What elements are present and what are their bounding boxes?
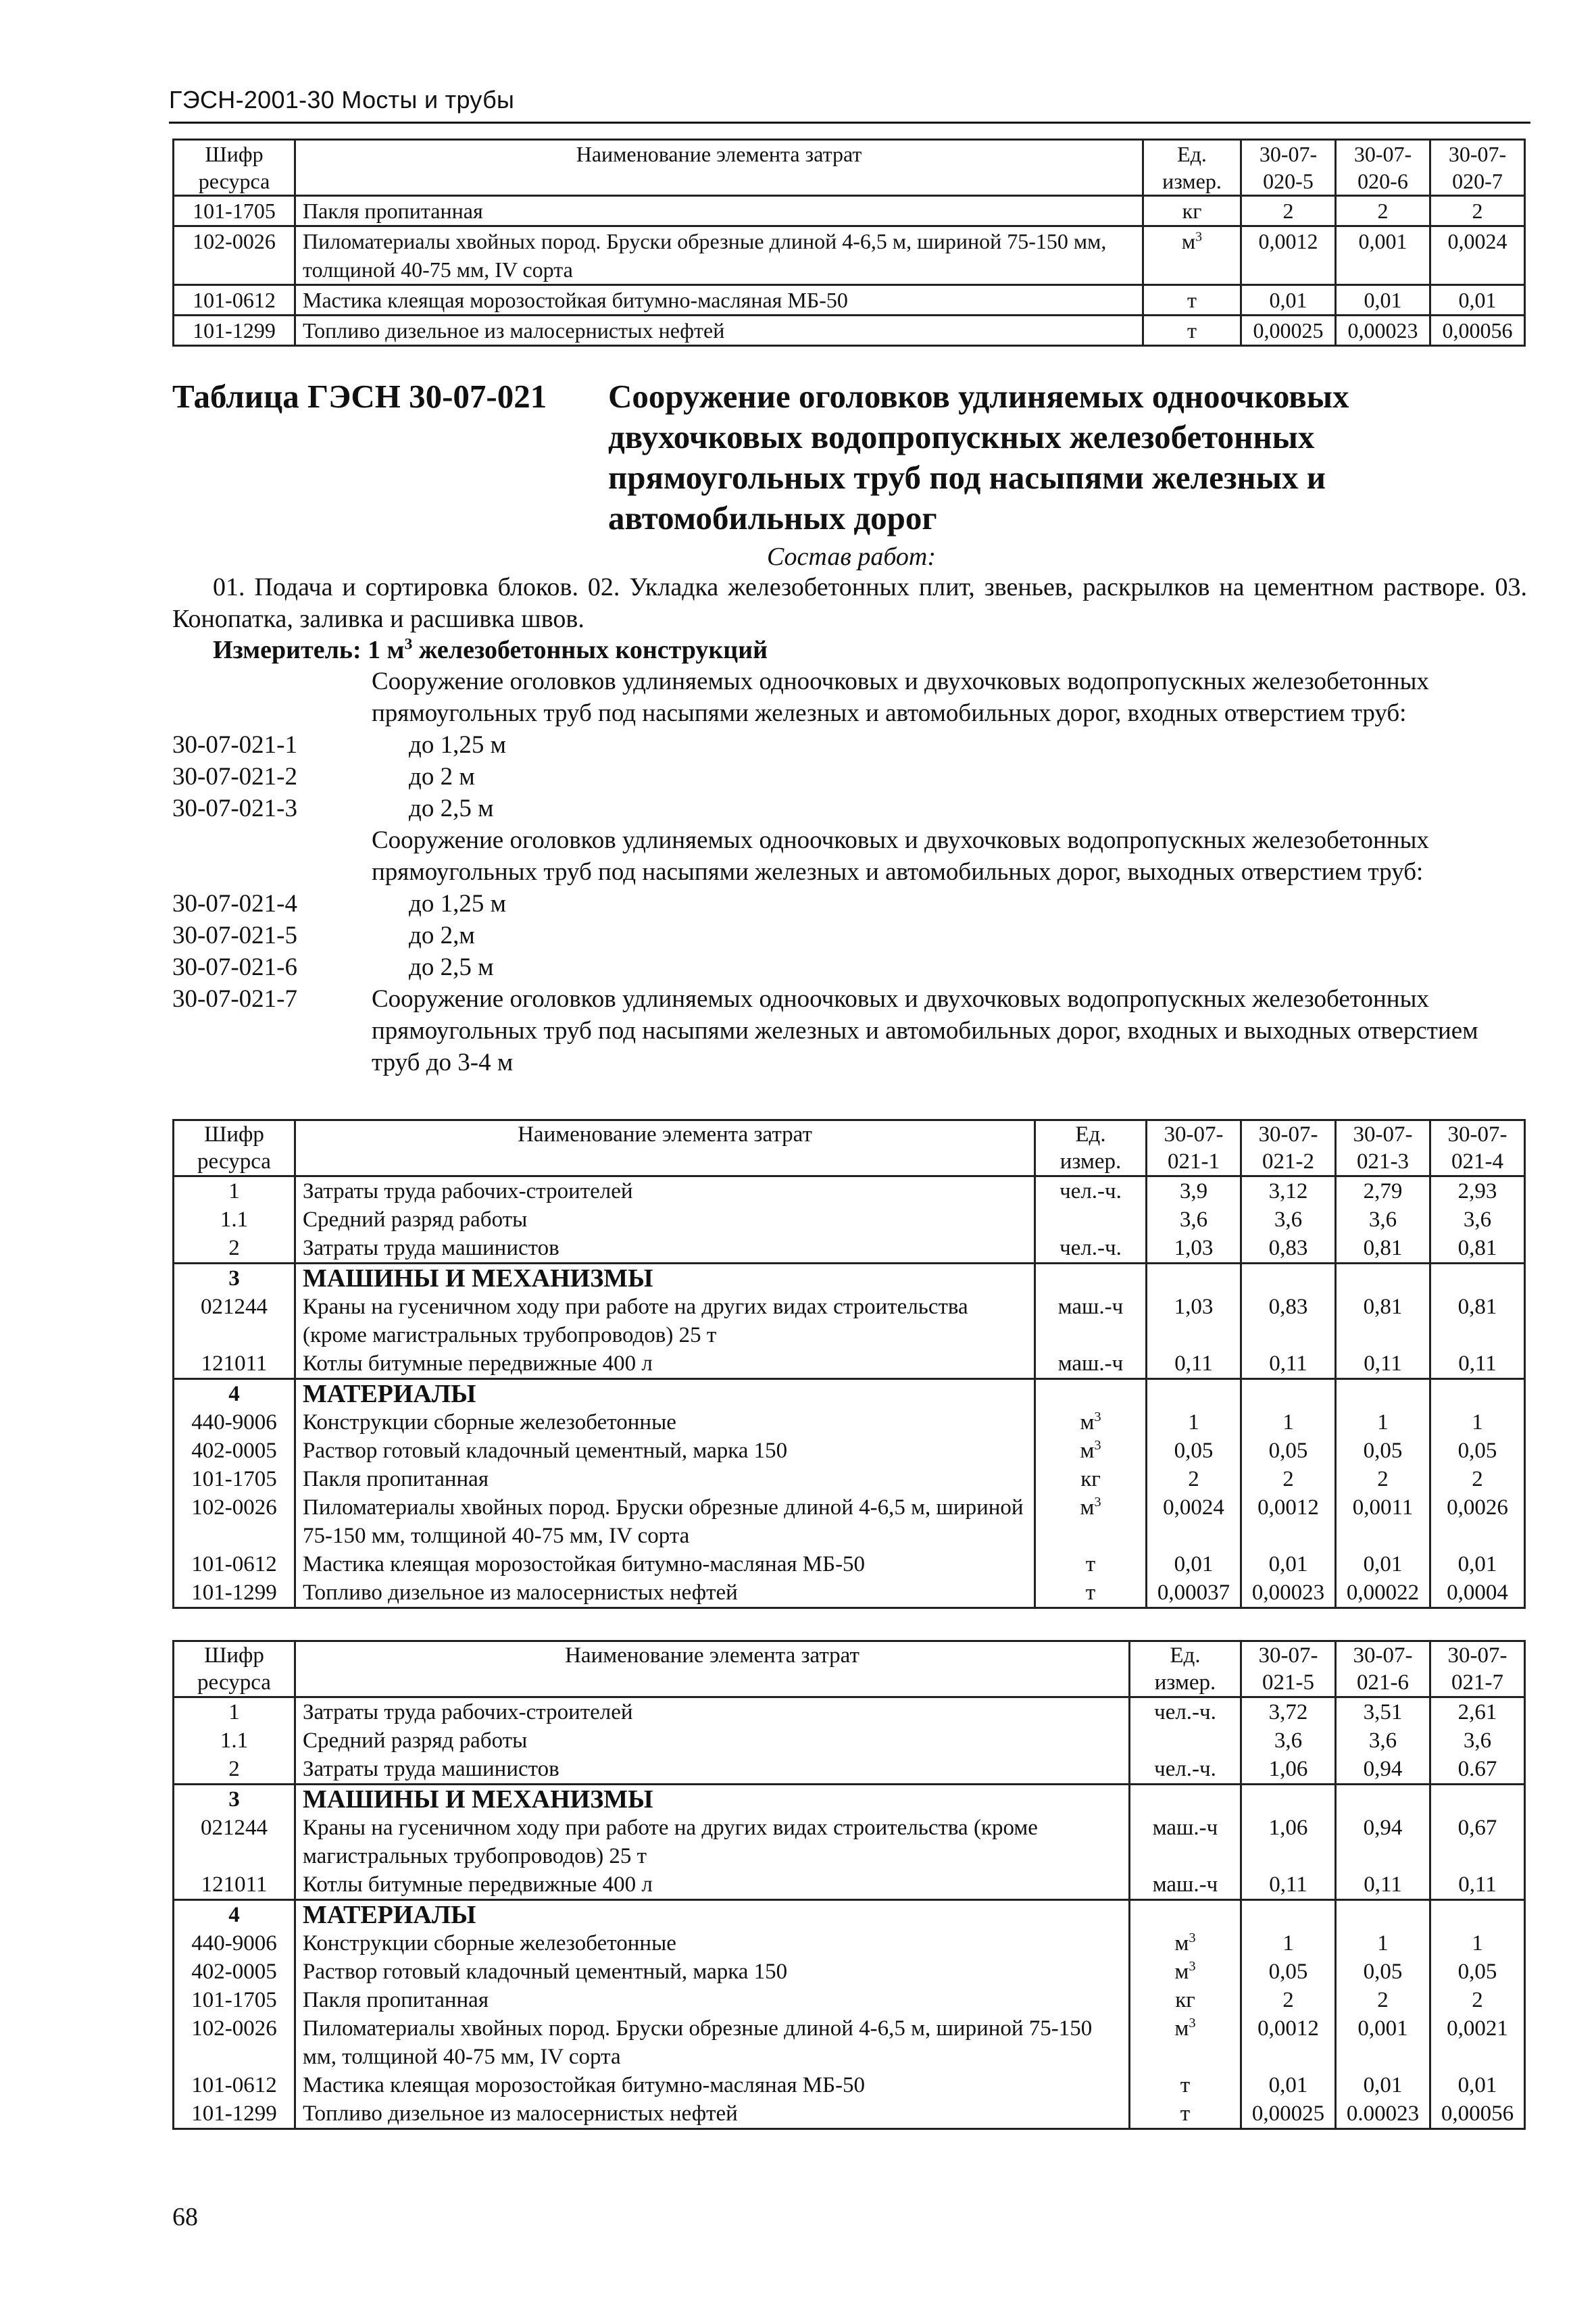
resource-code: 402-0005: [174, 1958, 295, 1986]
resource-code: 402-0005: [174, 1437, 295, 1465]
norm-description: Сооружение оголовков удлиняемых одноочковых и двухочковых водопропускных железобетонных прямоугольных труб под насыпями железных и автомобильных дорог, входных и выходных отверстием труб до 3-4 м: [372, 985, 1478, 1076]
norm-value: 0,83: [1241, 1293, 1336, 1349]
unit-cell: $м^3$: [1130, 2014, 1241, 2071]
norm-value: 0,001: [1336, 226, 1430, 285]
norm-value: 0,0026: [1430, 1493, 1525, 1550]
col-header-name: Наименование элемента затрат: [295, 1120, 1035, 1176]
norm-value: 0,94: [1336, 1755, 1430, 1785]
resource-name: Затраты труда машинистов: [295, 1755, 1130, 1785]
col-header-norm: 30-07-020-7: [1430, 140, 1525, 196]
norm-value: 0,01: [1336, 285, 1430, 316]
norm-value: [1430, 1379, 1525, 1409]
unit-cell: чел.-ч.: [1035, 1234, 1147, 1264]
resource-code: 101-1705: [174, 196, 295, 226]
section-code: 4: [174, 1900, 295, 1930]
resource-code: 2: [174, 1755, 295, 1785]
col-header-name: Наименование элемента затрат: [295, 140, 1143, 196]
norm-value: 0,05: [1336, 1958, 1430, 1986]
norm-value: 0,01: [1241, 1550, 1336, 1578]
unit-cell: $м^3$: [1035, 1408, 1147, 1437]
unit-cell: [1130, 1726, 1241, 1755]
norm-value: 3,6: [1241, 1205, 1336, 1234]
norm-value: 0,00023: [1336, 316, 1430, 346]
norm-value: 0,01: [1430, 1550, 1525, 1578]
norm-value: 0,67: [1430, 1814, 1525, 1870]
col-header-norm: 30-07-020-6: [1336, 140, 1430, 196]
resource-code: 021244: [174, 1814, 295, 1870]
norm-value: 3,6: [1430, 1726, 1525, 1755]
table-row: [174, 1697, 1525, 1727]
resource-name: Котлы битумные передвижные 400 л: [295, 1870, 1130, 1900]
table-row: [174, 1465, 1525, 1493]
resource-name: Топливо дизельное из малосернистых нефтей: [295, 2099, 1130, 2129]
norm-value: 0,11: [1241, 1349, 1336, 1379]
norm-value: 0,00037: [1147, 1578, 1241, 1608]
resource-name: Средний разряд работы: [295, 1205, 1035, 1234]
list-item: [172, 824, 1530, 888]
norm-value: 0,11: [1241, 1870, 1336, 1900]
norm-value: 0,00022: [1336, 1578, 1430, 1608]
table-row: [174, 2071, 1525, 2099]
table-row: [174, 1550, 1525, 1578]
resource-name: Пиломатериалы хвойных пород. Бруски обрезные длиной 4-6,5 м, шириной 75-150 мм, толщиной 40-75 мм, IV сорта: [295, 226, 1143, 285]
section-code: 3: [174, 1785, 295, 1814]
col-header-code: Шифр ресурса: [174, 1120, 295, 1176]
resource-code: 121011: [174, 1349, 295, 1379]
table-row: [174, 1205, 1525, 1234]
norm-value: 2,93: [1430, 1176, 1525, 1206]
resource-name: Краны на гусеничном ходу при работе на других видах строительства (кроме магистральных трубопроводов) 25 т: [295, 1814, 1130, 1870]
norm-description: до 1,25 м: [409, 731, 506, 759]
col-header-norm: 30-07-020-5: [1241, 140, 1336, 196]
resource-name: Средний разряд работы: [295, 1726, 1130, 1755]
resource-name: Затраты труда рабочих-строителей: [295, 1697, 1130, 1727]
norm-value: 0,0004: [1430, 1578, 1525, 1608]
table-row: [174, 1408, 1525, 1437]
table-row: [174, 2099, 1525, 2129]
items-intro: Сооружение оголовков удлиняемых одноочковых и двухочковых водопропускных железобетонных прямоугольных труб под насыпями железных и автомобильных дорог, входных отверстием труб:: [372, 668, 1429, 727]
norm-value: [1336, 1379, 1430, 1409]
norm-value: 2,61: [1430, 1697, 1525, 1727]
resource-code: 102-0026: [174, 1493, 295, 1550]
norm-value: [1241, 1264, 1336, 1293]
unit-cell: маш.-ч: [1035, 1293, 1147, 1349]
table-heading: [172, 376, 1530, 539]
col-header-norm: 30-07-021-5: [1241, 1641, 1336, 1697]
norm-value: 0,01: [1336, 2071, 1430, 2099]
col-header-code: Шифр ресурса: [174, 140, 295, 196]
norm-value: 0,05: [1336, 1437, 1430, 1465]
col-header-unit: Ед. измер.: [1035, 1120, 1147, 1176]
norm-value: 1: [1430, 1408, 1525, 1437]
norm-value: 1: [1241, 1408, 1336, 1437]
unit-cell: т: [1035, 1550, 1147, 1578]
table-row: [174, 1726, 1525, 1755]
running-header: ГЭСН-2001-30 Мосты и трубы: [169, 80, 1530, 124]
norm-value: [1241, 1900, 1336, 1930]
norm-value: 0,0024: [1147, 1493, 1241, 1550]
norm-value: 0,00025: [1241, 316, 1336, 346]
list-item: [172, 951, 1530, 983]
table-row: [174, 1437, 1525, 1465]
resource-code: 101-1705: [174, 1986, 295, 2014]
norm-value: 0,00023: [1241, 1578, 1336, 1608]
norm-value: 2: [1147, 1465, 1241, 1493]
norm-value: 0,01: [1336, 1550, 1430, 1578]
unit-cell: чел.-ч.: [1130, 1755, 1241, 1785]
norm-value: 0.67: [1430, 1755, 1525, 1785]
unit-cell: маш.-ч: [1035, 1349, 1147, 1379]
resource-name: Топливо дизельное из малосернистых нефтей: [295, 316, 1143, 346]
norm-value: 0,0012: [1241, 226, 1336, 285]
unit-cell: $м^3$: [1035, 1493, 1147, 1550]
resource-code: 101-1299: [174, 2099, 295, 2129]
resource-name: Затраты труда рабочих-строителей: [295, 1176, 1035, 1206]
resource-name: Пиломатериалы хвойных пород. Бруски обрезные длиной 4-6,5 м, шириной 75-150 мм, толщиной 40-75 мм, IV сорта: [295, 2014, 1130, 2071]
norm-code: 30-07-021-3: [172, 795, 297, 822]
norm-code: 30-07-021-1: [172, 731, 297, 759]
norm-value: 3,51: [1336, 1697, 1430, 1727]
table-section-row: [174, 1379, 1525, 1409]
unit-cell: т: [1130, 2099, 1241, 2129]
norm-code: 30-07-021-2: [172, 763, 297, 791]
norm-value: 1,03: [1147, 1234, 1241, 1264]
col-header-unit: Ед. измер.: [1130, 1641, 1241, 1697]
norm-value: 0.00023: [1336, 2099, 1430, 2129]
norm-value: 0,11: [1147, 1349, 1241, 1379]
table-row: [174, 1293, 1525, 1349]
norm-value: 3,6: [1147, 1205, 1241, 1234]
resource-code: 101-1299: [174, 1578, 295, 1608]
col-header-norm: 30-07-021-7: [1430, 1641, 1525, 1697]
norm-value: 1: [1147, 1408, 1241, 1437]
norm-value: 0,11: [1336, 1349, 1430, 1379]
norm-value: 0,01: [1430, 285, 1525, 316]
col-header-norm: 30-07-021-6: [1336, 1641, 1430, 1697]
table-row: [174, 1870, 1525, 1900]
list-item: [172, 983, 1530, 1078]
norm-value: 0,05: [1430, 1958, 1525, 1986]
table-row: [174, 1493, 1525, 1550]
norm-value: 2,79: [1336, 1176, 1430, 1206]
table-section-row: [174, 1900, 1525, 1930]
resource-code: 1.1: [174, 1726, 295, 1755]
norm-value: 0,00025: [1241, 2099, 1336, 2129]
unit-cell: маш.-ч: [1130, 1870, 1241, 1900]
norm-value: [1147, 1264, 1241, 1293]
norm-value: 0,81: [1336, 1234, 1430, 1264]
resource-name: Конструкции сборные железобетонные: [295, 1929, 1130, 1958]
resource-name: Краны на гусеничном ходу при работе на других видах строительства (кроме магистральных трубопроводов) 25 т: [295, 1293, 1035, 1349]
table-row: [174, 226, 1525, 285]
norm-value: 1: [1336, 1408, 1430, 1437]
resource-table-a: [172, 1119, 1526, 1609]
norm-value: 1,06: [1241, 1755, 1336, 1785]
table-title: Сооружение оголовков удлиняемых одноочковых двухочковых водопропускных железобетонных прямоугольных труб под насыпями железных и автомобильных дорог: [608, 378, 1349, 537]
norm-value: [1336, 1785, 1430, 1814]
resource-code: 440-9006: [174, 1929, 295, 1958]
resource-code: 2: [174, 1234, 295, 1264]
list-item: [172, 888, 1530, 920]
norm-value: 1: [1241, 1929, 1336, 1958]
resource-name: Мастика клеящая морозостойкая битумно-масляная МБ-50: [295, 285, 1143, 316]
norm-value: 0,81: [1430, 1234, 1525, 1264]
resource-name: Затраты труда машинистов: [295, 1234, 1035, 1264]
norm-value: [1147, 1379, 1241, 1409]
norm-value: 3,12: [1241, 1176, 1336, 1206]
table-row: [174, 285, 1525, 316]
norm-value: 0,05: [1430, 1437, 1525, 1465]
norm-value: 0,00056: [1430, 2099, 1525, 2129]
unit-cell: чел.-ч.: [1130, 1697, 1241, 1727]
norm-value: 3,72: [1241, 1697, 1336, 1727]
items-intro: Сооружение оголовков удлиняемых одноочковых и двухочковых водопропускных железобетонных прямоугольных труб под насыпями железных и автомобильных дорог, выходных отверстием труб:: [372, 826, 1429, 886]
section-title: МАТЕРИАЛЫ: [295, 1900, 1130, 1930]
resource-code: 101-1299: [174, 316, 295, 346]
resource-name: Мастика клеящая морозостойкая битумно-масляная МБ-50: [295, 1550, 1035, 1578]
table-row: [174, 1234, 1525, 1264]
resource-code: 1.1: [174, 1205, 295, 1234]
table-row: [174, 1349, 1525, 1379]
table-row: [174, 1929, 1525, 1958]
norm-value: 0,0021: [1430, 2014, 1525, 2071]
table-row: [174, 1958, 1525, 1986]
norm-value: 2: [1241, 196, 1336, 226]
unit-cell: $м^3$: [1130, 1929, 1241, 1958]
resource-table-continued: [172, 139, 1526, 347]
section-title: МАТЕРИАЛЫ: [295, 1379, 1035, 1409]
norm-value: 0,00056: [1430, 316, 1525, 346]
table-row: [174, 316, 1525, 346]
col-header-code: Шифр ресурса: [174, 1641, 295, 1697]
resource-code: 102-0026: [174, 226, 295, 285]
resource-code: 101-0612: [174, 1550, 295, 1578]
list-item: [172, 793, 1530, 824]
unit-cell: т: [1130, 2071, 1241, 2099]
list-item: [172, 920, 1530, 951]
norm-value: 2: [1336, 1986, 1430, 2014]
table-section-row: [174, 1785, 1525, 1814]
norm-value: 0,05: [1241, 1958, 1336, 1986]
unit-cell: [1035, 1205, 1147, 1234]
norm-value: 0,11: [1430, 1870, 1525, 1900]
norm-value: 0,11: [1430, 1349, 1525, 1379]
resource-name: Пакля пропитанная: [295, 1465, 1035, 1493]
norm-value: 2: [1336, 1465, 1430, 1493]
table-row: [174, 1755, 1525, 1785]
norm-value: [1430, 1785, 1525, 1814]
unit-cell: [1035, 1379, 1147, 1409]
unit-cell: [1130, 1900, 1241, 1930]
unit-cell: т: [1035, 1578, 1147, 1608]
table-row: [174, 2014, 1525, 2071]
col-header-norm: 30-07-021-1: [1147, 1120, 1241, 1176]
unit-cell: $м^3$: [1143, 226, 1241, 285]
table-row: [174, 196, 1525, 226]
resource-name: Раствор готовый кладочный цементный, марка 150: [295, 1437, 1035, 1465]
norm-value: 3,6: [1336, 1205, 1430, 1234]
list-item: [172, 729, 1530, 761]
section-title: МАШИНЫ И МЕХАНИЗМЫ: [295, 1264, 1035, 1293]
norm-value: 0,0011: [1336, 1493, 1430, 1550]
norm-description: до 2,м: [409, 922, 475, 949]
norm-value: 0,11: [1336, 1870, 1430, 1900]
list-item: [172, 761, 1530, 793]
norm-code: 30-07-021-4: [172, 890, 297, 918]
norm-value: 0,81: [1336, 1293, 1430, 1349]
resource-name: Пакля пропитанная: [295, 1986, 1130, 2014]
resource-code: 021244: [174, 1293, 295, 1349]
unit-cell: кг: [1143, 196, 1241, 226]
resource-name: Раствор готовый кладочный цементный, марка 150: [295, 1958, 1130, 1986]
resource-name: Конструкции сборные железобетонные: [295, 1408, 1035, 1437]
work-composition-text: 01. Подача и сортировка блоков. 02. Укладка железобетонных плит, звеньев, раскрылков на цементном растворе. 03. Конопатка, заливка и расшивка швов.: [172, 573, 1527, 633]
norm-value: 0,83: [1241, 1234, 1336, 1264]
unit-cell: маш.-ч: [1130, 1814, 1241, 1870]
page-number: 68: [172, 2203, 198, 2231]
table-row: [174, 1986, 1525, 2014]
resource-code: 102-0026: [174, 2014, 295, 2071]
norm-value: 0,0012: [1241, 1493, 1336, 1550]
resource-name: Мастика клеящая морозостойкая битумно-масляная МБ-50: [295, 2071, 1130, 2099]
unit-cell: [1130, 1785, 1241, 1814]
resource-name: Топливо дизельное из малосернистых нефтей: [295, 1578, 1035, 1608]
table-number: Таблица ГЭСН 30-07-021: [172, 378, 547, 415]
norm-value: 0,81: [1430, 1293, 1525, 1349]
col-header-norm: 30-07-021-2: [1241, 1120, 1336, 1176]
table-row: [174, 1814, 1525, 1870]
col-header-unit: Ед. измер.: [1143, 140, 1241, 196]
norm-value: 0,0024: [1430, 226, 1525, 285]
resource-code: 101-1705: [174, 1465, 295, 1493]
norm-value: 2: [1430, 1986, 1525, 2014]
norm-value: 2: [1336, 196, 1430, 226]
resource-code: 121011: [174, 1870, 295, 1900]
section-code: 3: [174, 1264, 295, 1293]
norm-value: 0,05: [1147, 1437, 1241, 1465]
norm-value: [1336, 1264, 1430, 1293]
norm-value: 1,03: [1147, 1293, 1241, 1349]
section-code: 4: [174, 1379, 295, 1409]
norm-value: [1336, 1900, 1430, 1930]
work-composition-label: Состав работ:: [766, 543, 937, 571]
norm-value: 0,01: [1147, 1550, 1241, 1578]
table-section-row: [174, 1264, 1525, 1293]
unit-cell: чел.-ч.: [1035, 1176, 1147, 1206]
norm-items-list: [172, 666, 1530, 1078]
table-row: [174, 1578, 1525, 1608]
resource-name: Пакля пропитанная: [295, 196, 1143, 226]
norm-description: до 2,5 м: [409, 795, 494, 822]
col-header-name: Наименование элемента затрат: [295, 1641, 1130, 1697]
unit-cell: $м^3$: [1035, 1437, 1147, 1465]
unit-cell: кг: [1130, 1986, 1241, 2014]
norm-value: 0,001: [1336, 2014, 1430, 2071]
unit-cell: кг: [1035, 1465, 1147, 1493]
norm-value: 0,94: [1336, 1814, 1430, 1870]
norm-value: 3,6: [1336, 1726, 1430, 1755]
norm-value: 3,6: [1241, 1726, 1336, 1755]
norm-value: 3,9: [1147, 1176, 1241, 1206]
norm-value: 3,6: [1430, 1205, 1525, 1234]
section-title: МАШИНЫ И МЕХАНИЗМЫ: [295, 1785, 1130, 1814]
norm-value: 2: [1430, 1465, 1525, 1493]
norm-value: 0,01: [1241, 2071, 1336, 2099]
norm-value: 2: [1430, 196, 1525, 226]
norm-value: 0,01: [1241, 285, 1336, 316]
list-item: [172, 666, 1530, 729]
norm-value: [1430, 1264, 1525, 1293]
norm-value: 0,05: [1241, 1437, 1336, 1465]
norm-value: 0,01: [1430, 2071, 1525, 2099]
resource-table-b: [172, 1640, 1526, 2130]
resource-code: 101-0612: [174, 2071, 295, 2099]
resource-code: 1: [174, 1697, 295, 1727]
norm-description: до 1,25 м: [409, 890, 506, 918]
norm-value: [1241, 1379, 1336, 1409]
norm-value: [1241, 1785, 1336, 1814]
norm-value: 1,06: [1241, 1814, 1336, 1870]
norm-value: 2: [1241, 1465, 1336, 1493]
norm-value: [1430, 1900, 1525, 1930]
resource-code: 440-9006: [174, 1408, 295, 1437]
unit-cell: $м^3$: [1130, 1958, 1241, 1986]
norm-value: 0,0012: [1241, 2014, 1336, 2071]
norm-description: до 2 м: [409, 763, 475, 791]
col-header-norm: 30-07-021-4: [1430, 1120, 1525, 1176]
resource-name: Пиломатериалы хвойных пород. Бруски обрезные длиной 4-6,5 м, шириной 75-150 мм, толщиной 40-75 мм, IV сорта: [295, 1493, 1035, 1550]
resource-name: Котлы битумные передвижные 400 л: [295, 1349, 1035, 1379]
norm-value: 1: [1336, 1929, 1430, 1958]
measure-line: Измеритель: 1 $м^3$ железобетонных конструкций: [213, 635, 768, 664]
table-row: [174, 1176, 1525, 1206]
unit-cell: т: [1143, 316, 1241, 346]
unit-cell: [1035, 1264, 1147, 1293]
norm-code: 30-07-021-5: [172, 922, 297, 949]
col-header-norm: 30-07-021-3: [1336, 1120, 1430, 1176]
norm-description: до 2,5 м: [409, 953, 494, 981]
norm-value: 1: [1430, 1929, 1525, 1958]
norm-code: 30-07-021-6: [172, 953, 297, 981]
resource-code: 1: [174, 1176, 295, 1206]
norm-code: 30-07-021-7: [172, 985, 297, 1013]
unit-cell: т: [1143, 285, 1241, 316]
resource-code: 101-0612: [174, 285, 295, 316]
norm-value: 2: [1241, 1986, 1336, 2014]
